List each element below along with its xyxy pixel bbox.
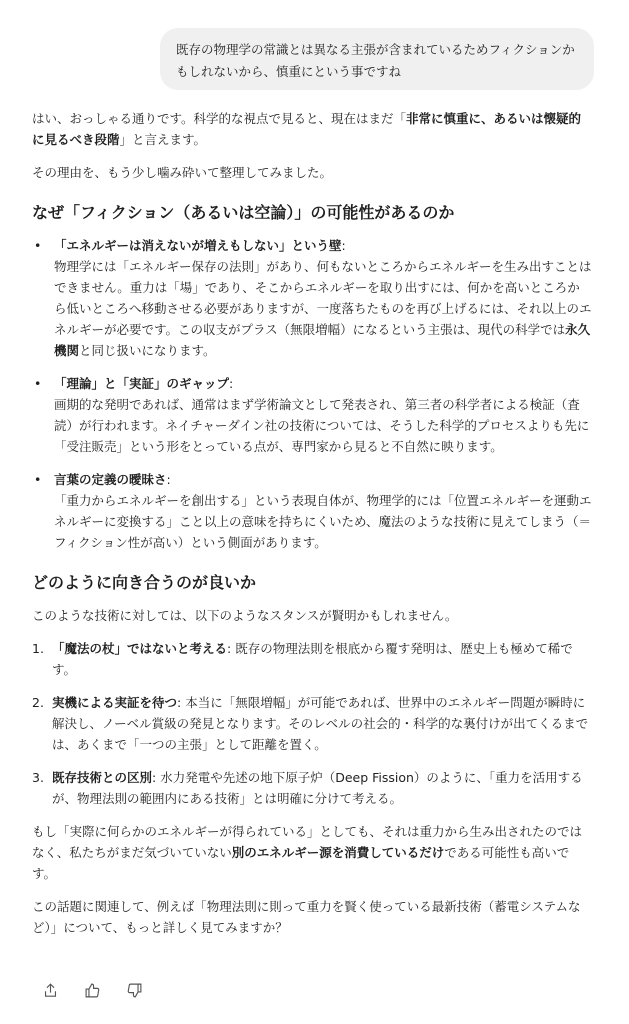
item-number: 3. (32, 770, 44, 785)
user-message-text: 既存の物理学の常識とは異なる主張が含まれているためフィクションかもしれないから、慎重にという事ですね (176, 42, 575, 79)
intro-bold: 非常に慎重に、あるいは懐疑的に見るべき段階 (32, 111, 582, 147)
message-actions (40, 982, 144, 1002)
assistant-reply (32, 108, 592, 950)
item-title: 実機による実証を待つ (52, 695, 178, 710)
item-title: 「魔法の杖」ではないと考える (52, 641, 228, 656)
bullet-body-end: と同じ扱いになります。 (79, 343, 216, 358)
reason-list (32, 235, 592, 553)
list-item (32, 767, 592, 809)
bullet-icon: • (34, 238, 42, 253)
thumbs-down-icon (126, 982, 143, 1003)
bullet-body: 物理学には「エネルギー保存の法則」があり、何もないところからエネルギーを生み出すことはできません。重力は「場」であり、そこからエネルギーを取り出すには、何かを高いところから低いところへ移動させる必要がありますが、一度落ちたものを再び上げるには、それ以上のエネルギーが必要です。この収支がプラス（無限増幅）になるという主張は、現代の科学では (54, 259, 592, 337)
item-number: 2. (32, 695, 44, 710)
stance-list (32, 638, 592, 809)
item-title: 既存技術との区別 (52, 770, 153, 785)
thumbs-up-button[interactable] (82, 982, 102, 1002)
thumbs-down-button[interactable] (124, 982, 144, 1002)
bullet-title: 「理論」と「実証」のギャップ (54, 376, 230, 391)
item-body: : 水力発電や先述の地下原子炉（Deep Fission）のように、「重力を活用するが、物理法則の範囲内にある技術」とは明確に分けて考える。 (52, 770, 583, 806)
item-body: : 既存の物理法則を根底から覆す発明は、歴史上も極めて稀です。 (52, 641, 573, 677)
followup-question: この話題に関連して、例えば「物理法則に則って重力を賢く使っている最新技術（蓄電システムなど）」について、もっと詳しく見てみますか？ (32, 899, 581, 935)
share-icon (42, 982, 59, 1003)
closing-bold: 別のエネルギー源を消費しているだけ (231, 845, 445, 860)
list-item: • 「エネルギーは消えないが増えもしない」という壁: 物理学には「エネルギー保存の法則」があり、何もないところからエネルギーを生み出すことはできません。重力は「場」であり、そこからエネルギーを取り出すには、何かを高いところから低いところへ移動させる必要がありますが、一度落ちたものを再び上げるには、それ以上のエネルギーが必要です。この収支がプラス（無限増幅）になるという主張は、現代の科学では永久機関と同じ扱いになります。 (32, 235, 592, 361)
bullet-title: 「エネルギーは消えないが増えもしない」という壁 (54, 238, 342, 253)
intro-text-end: 」と言えます。 (119, 132, 207, 147)
thumbs-up-icon (84, 982, 101, 1003)
list-item (32, 638, 592, 680)
closing-paragraph (32, 821, 592, 884)
list-item (32, 692, 592, 755)
section-heading-1: なぜ「フィクション（あるいは空論）」の可能性があるのか (32, 203, 455, 222)
bullet-body: 画期的な発明であれば、通常はまず学術論文として発表され、第三者の科学者による検証（査読）が行われます。ネイチャーダイン社の技術については、そうした科学的プロセスよりも先に「受注販売」という形をとっている点が、専門家から見ると不自然に映ります。 (54, 397, 590, 454)
closing-text: もし「実際に何らかのエネルギーが得られている」としても、それは重力から生み出されたのではなく、私たちがまだ気づいていない (32, 824, 583, 860)
bullet-title: 言葉の定義の曖昧さ (54, 472, 167, 487)
bullet-body: 「重力からエネルギーを創出する」という表現自体が、物理学的には「位置エネルギーを運動エネルギーに変換する」こと以上の意味を持ちにくいため、魔法のような技術に見えてしまう（＝フィクション性が高い）という側面があります。 (54, 493, 592, 550)
item-body: : 本当に「無限増幅」が可能であれば、世界中のエネルギー問題が瞬時に解決し、ノーベル賞級の発見となります。そのレベルの社会的・科学的な裏付けが出てくるまでは、あくまで「一つの主張」として距離を置く。 (52, 695, 589, 752)
reply-intro-2: その理由を、もう少し噛み砕いて整理してみました。 (32, 165, 333, 180)
share-button[interactable] (40, 982, 60, 1002)
bullet-icon: • (34, 472, 42, 487)
item-number: 1. (32, 641, 44, 656)
list-item: • 「理論」と「実証」のギャップ: 画期的な発明であれば、通常はまず学術論文として発表され、第三者の科学者による検証（査読）が行われます。ネイチャーダイン社の技術については、そうした科学的プロセスよりも先に「受注販売」という形をとっている点が、専門家から見ると不自然に映ります。 (32, 373, 592, 457)
bullet-body-bold: 永久機関 (54, 322, 591, 358)
list-item: • 言葉の定義の曖昧さ: 「重力からエネルギーを創出する」という表現自体が、物理学的には「位置エネルギーを運動エネルギーに変換する」こと以上の意味を持ちにくいため、魔法のような技術に見えてしまう（＝フィクション性が高い）という側面があります。 (32, 469, 592, 553)
reply-intro (32, 108, 592, 150)
closing-text-end: である可能性も高いです。 (32, 845, 570, 881)
intro-text: はい、おっしゃる通りです。科学的な視点で見ると、現在はまだ「 (32, 111, 407, 126)
bullet-icon: • (34, 376, 42, 391)
section-heading-2: どのように向き合うのが良いか (32, 573, 257, 592)
user-message-bubble (160, 28, 594, 90)
section2-intro: このような技術に対しては、以下のようなスタンスが賢明かもしれません。 (32, 608, 458, 623)
